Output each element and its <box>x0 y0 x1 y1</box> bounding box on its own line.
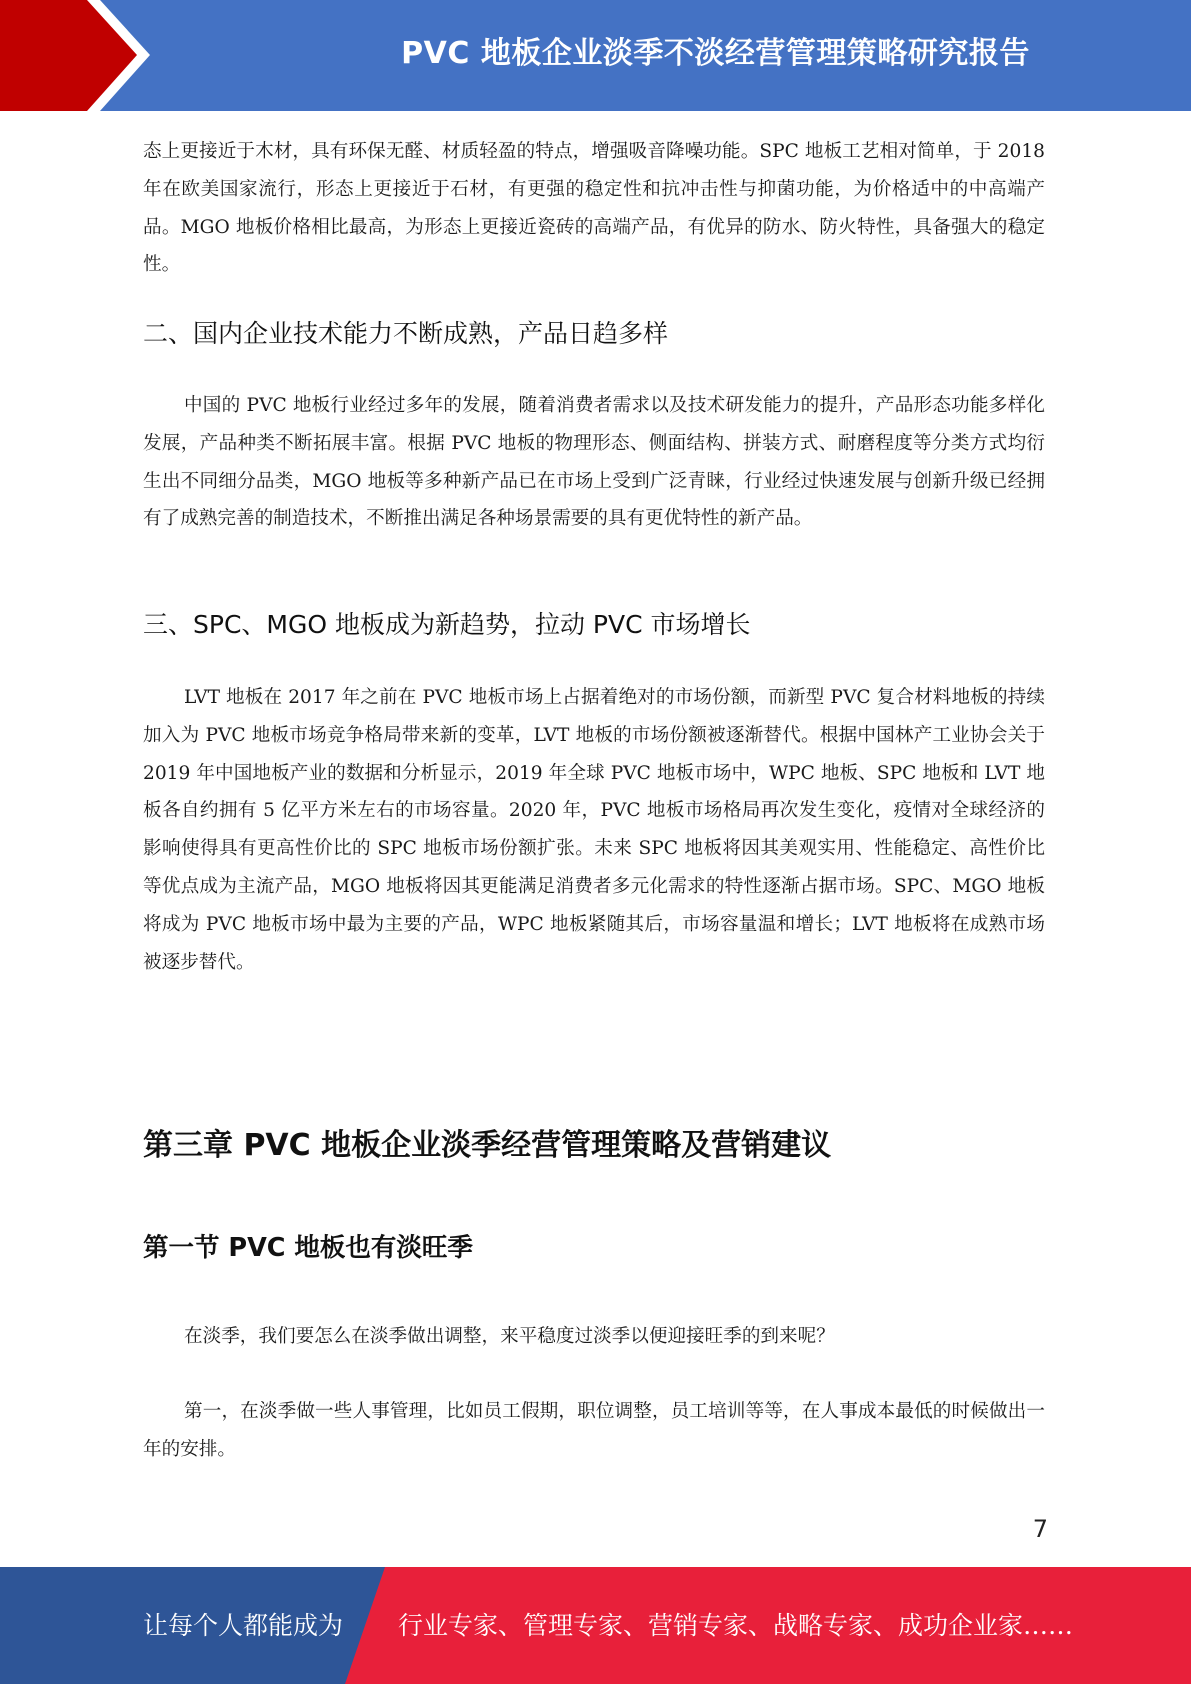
footer-slogan-right: 行业专家、管理专家、营销专家、战略专家、成功企业家…… <box>398 1611 1074 1640</box>
section-heading-3: 三、SPC、MGO 地板成为新趋势，拉动 PVC 市场增长 <box>143 610 751 639</box>
paragraph-tech-maturity: 中国的 PVC 地板行业经过多年的发展，随着消费者需求以及技术研发能力的提升，产品形态功能多样化发展，产品种类不断拓展丰富。根据 PVC 地板的物理形态、侧面结构、拼装方式、耐磨程度等分类方式均衍生出不同细分品类，MGO 地板等多种新产品已在市场上受到广泛青睐，行业经过快速发展与创新升级已经拥有了成熟完善的制造技术，不断推出满足各种场景需要的具有更优特性的新产品。 <box>143 395 1045 530</box>
page-number: 7 <box>1032 1515 1048 1543</box>
section-heading-2: 二、国内企业技术能力不断成熟，产品日趋多样 <box>143 319 669 348</box>
page-header <box>0 0 1191 111</box>
paragraph-off-season-question: 在淡季，我们要怎么在淡季做出调整，来平稳度过淡季以便迎接旺季的到来呢？ <box>184 1326 835 1347</box>
paragraph-market-trend: LVT 地板在 2017 年之前在 PVC 地板市场上占据着绝对的市场份额，而新型 PVC 复合材料地板的持续加入为 PVC 地板市场竞争格局带来新的变革，LVT 地板的市场份额被逐渐替代。根据中国林产工业协会关于 2019 年中国地板产业的数据和分析显示，2019 年全球 PVC 地板市场中，WPC 地板、SPC 地板和 LVT 地板各自约拥有 5 亿平方米左右的市场容量。2020 年，PVC 地板市场格局再次发生变化，疫情对全球经济的影响使得具有更高性价比的 SPC 地板市场份额扩张。未来 SPC 地板将因其美观实用、性能稳定、高性价比等优点成为主流产品，MGO 地板将因其更能满足消费者多元化需求的特性逐渐占据市场。SPC、MGO 地板将成为 PVC 地板市场中最为主要的产品，WPC 地板紧随其后，市场容量温和增长；LVT 地板将在成熟市场被逐步替代。 <box>143 687 1045 973</box>
section-heading-node-1: 第一节 PVC 地板也有淡旺季 <box>143 1233 473 1263</box>
report-title: PVC 地板企业淡季不淡经营管理策略研究报告 <box>401 36 1030 71</box>
footer-slogan-left: 让每个人都能成为 <box>143 1611 344 1640</box>
chapter-heading-3: 第三章 PVC 地板企业淡季经营管理策略及营销建议 <box>143 1128 832 1163</box>
paragraph-product-types: 态上更接近于木材，具有环保无醛、材质轻盈的特点，增强吸音降噪功能。SPC 地板工艺相对简单，于 2018 年在欧美国家流行，形态上更接近于石材，有更强的稳定性和抗冲击性与抑菌功能，为价格适中的中高端产品。MGO 地板价格相比最高，为形态上更接近瓷砖的高端产品，有优异的防水、防火特性，具备强大的稳定性。 <box>143 141 1045 276</box>
page-footer <box>0 1567 1191 1684</box>
paragraph-personnel-management: 第一，在淡季做一些人事管理，比如员工假期，职位调整，员工培训等等，在人事成本最低的时候做出一年的安排。 <box>143 1401 1045 1460</box>
